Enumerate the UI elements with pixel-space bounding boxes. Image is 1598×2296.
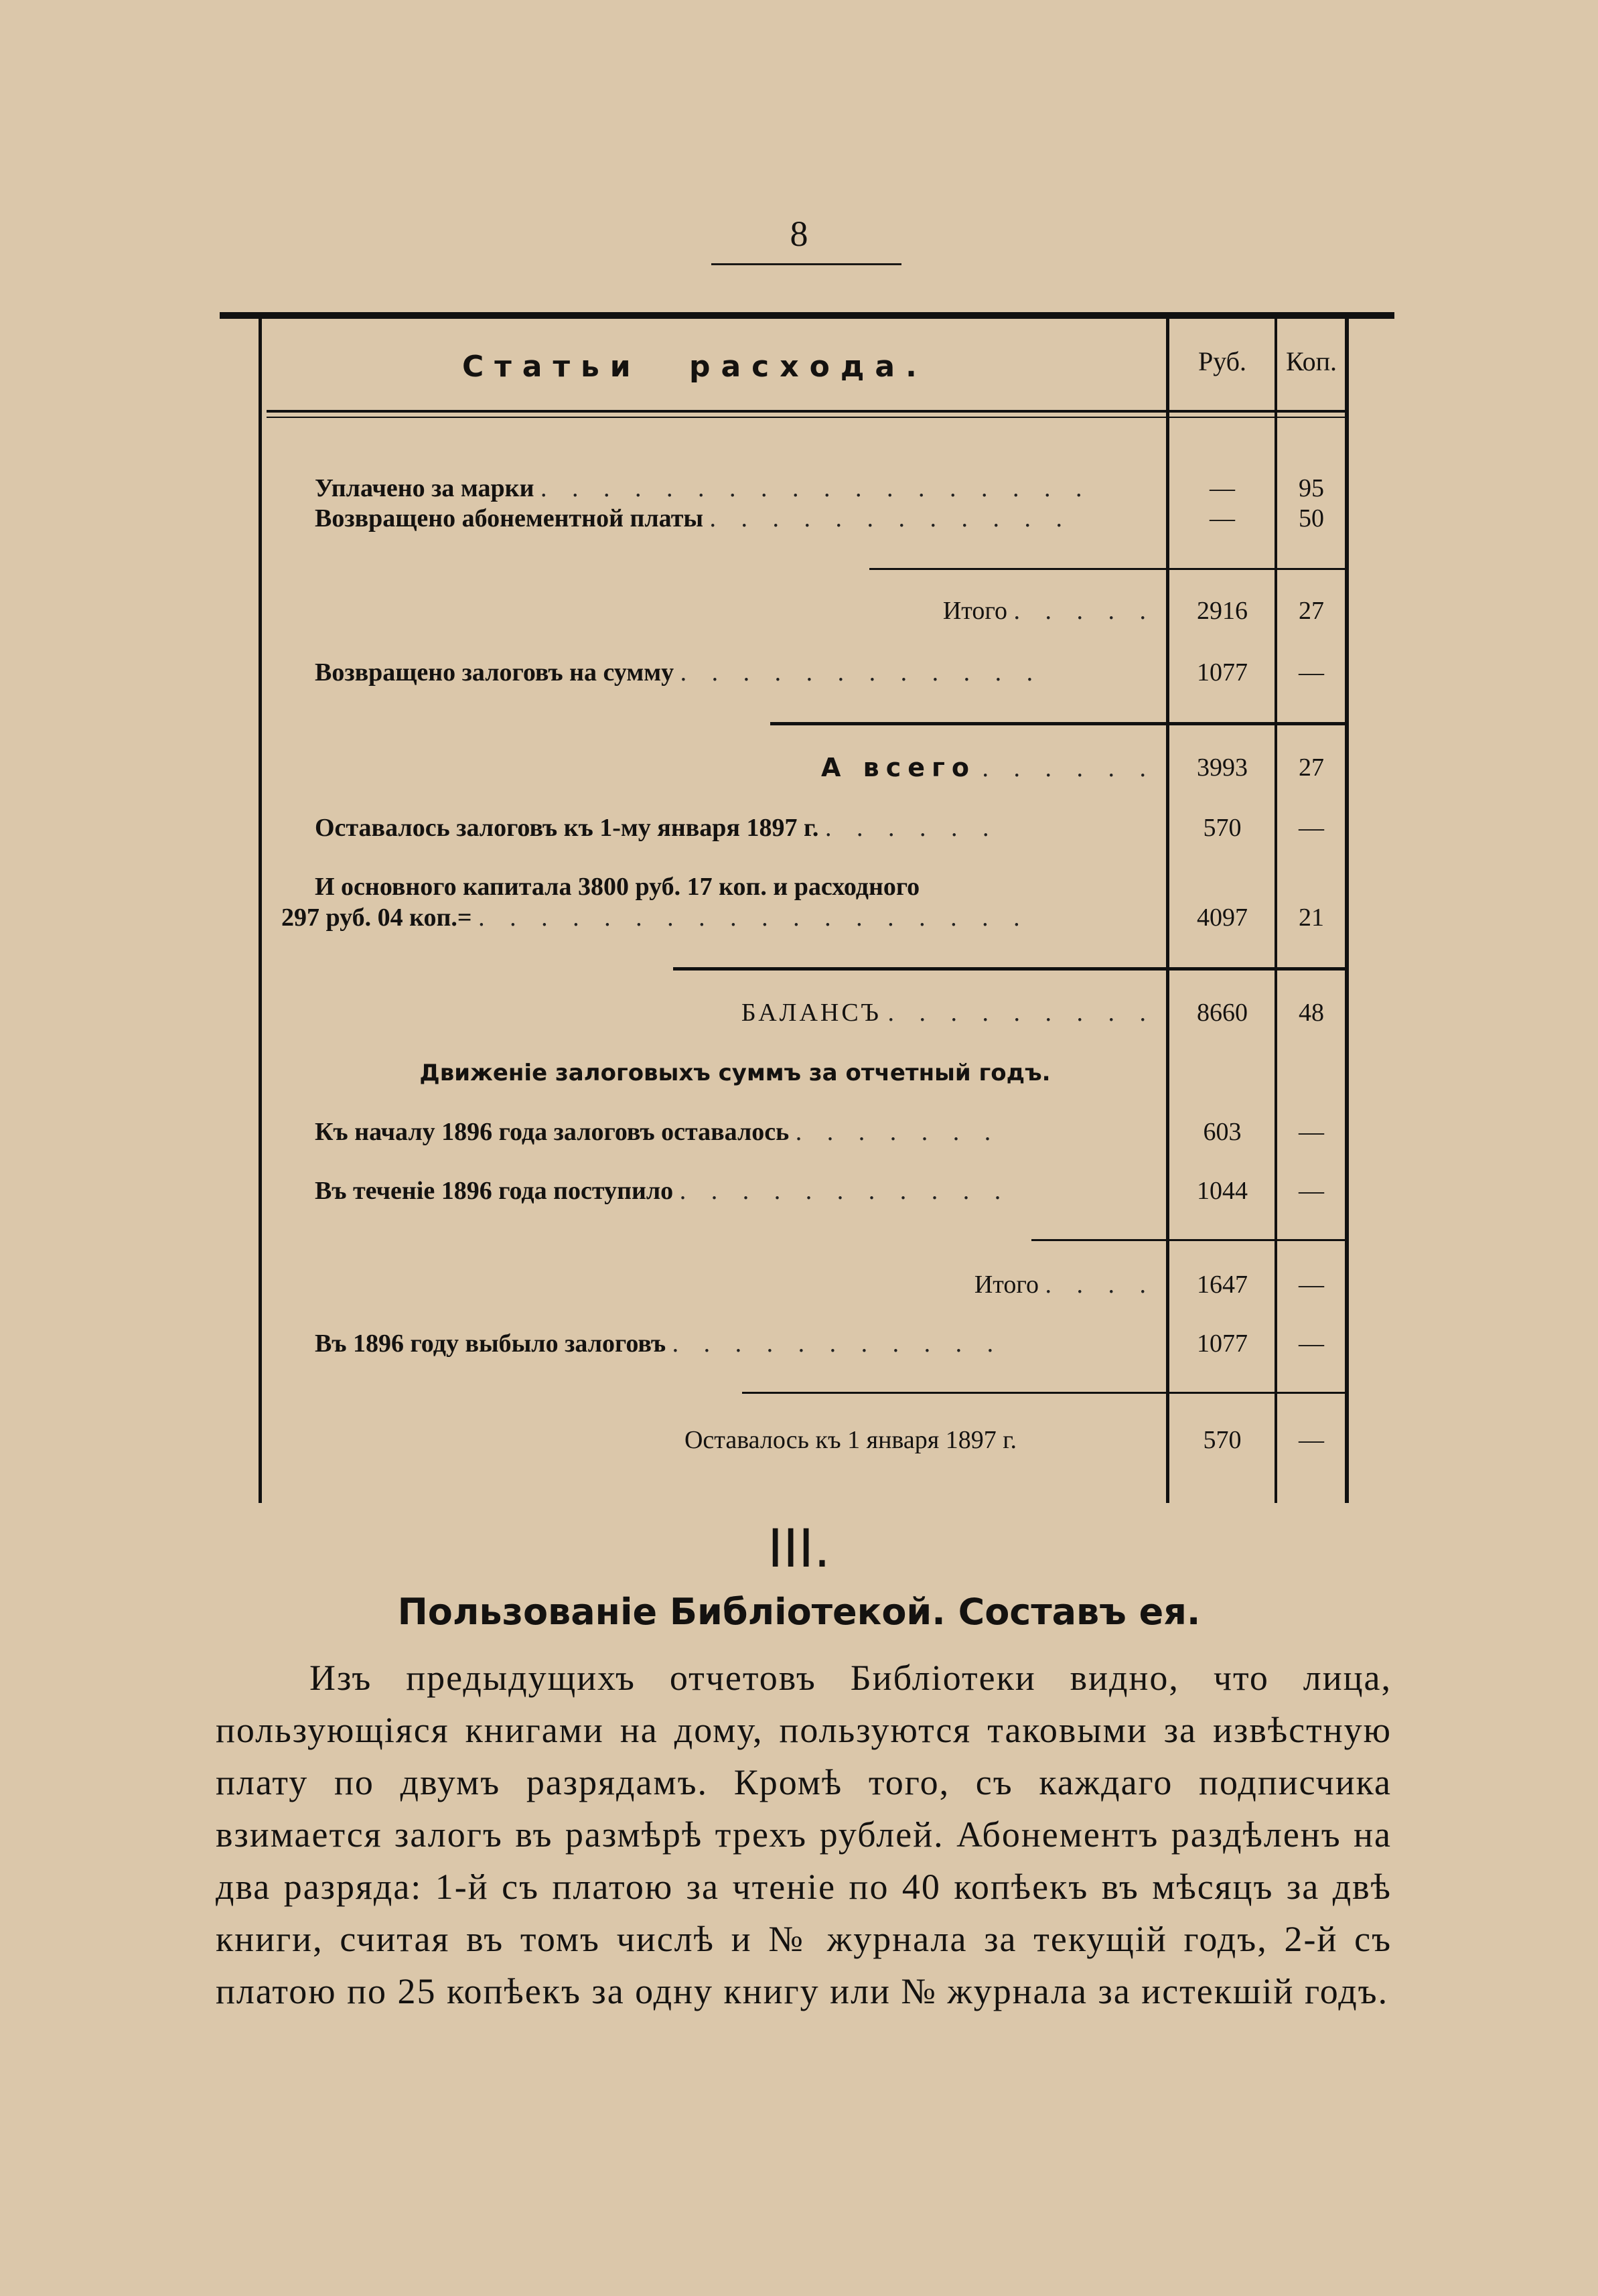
cell-kop: 95 — [1299, 474, 1324, 502]
row-label: Уплачено за марки — [315, 474, 534, 502]
row-label: И основного капитала 3800 руб. 17 коп. и расходного — [315, 873, 920, 901]
row-marki — [315, 474, 1155, 503]
cell-rub: — — [1210, 504, 1235, 532]
row-label: Оставалось залоговъ къ 1-му января 1897 г. — [315, 814, 819, 842]
table-header-kop: Коп. — [1285, 346, 1337, 376]
table-header-rub: Руб. — [1197, 346, 1247, 376]
cell-rub: 3993 — [1197, 754, 1248, 782]
cell-rub: 8660 — [1197, 999, 1248, 1027]
row-itogo-1 — [315, 596, 1155, 626]
cell-kop: — — [1299, 1330, 1324, 1358]
chapter-numeral: III. — [768, 1519, 830, 1579]
row-dots: . . . . . . . — [795, 1118, 1001, 1146]
row-left — [315, 1329, 1155, 1358]
row-dots: . . . . . . . . . . . — [672, 1330, 1003, 1358]
row-dots: . . . . . . . . . . . . . . . . . . — [540, 474, 1092, 502]
row-start — [315, 1117, 1155, 1147]
cell-kop: 50 — [1299, 504, 1324, 532]
row-capital-line-2 — [281, 903, 1155, 932]
row-dots: . . . . — [1045, 1271, 1155, 1299]
header-bottom-rule-2 — [267, 417, 1346, 418]
cell-rub: 570 — [1203, 1426, 1242, 1454]
page-number-rule — [711, 263, 901, 265]
row-label: Итого — [942, 597, 1007, 625]
cell-rub: 1647 — [1197, 1271, 1248, 1299]
cell-rub: 2916 — [1197, 597, 1248, 625]
cell-kop: — — [1299, 814, 1324, 842]
cell-kop: 27 — [1299, 597, 1324, 625]
cell-kop: — — [1299, 1271, 1324, 1299]
row-dots: . . . . . — [1013, 597, 1155, 625]
row-dots: . . . . . . . . . — [887, 999, 1155, 1027]
row-balans — [315, 998, 1155, 1027]
row-label: Оставалось къ 1 января 1897 г. — [684, 1426, 1017, 1454]
cell-kop: 21 — [1299, 904, 1324, 932]
row-dots: . . . . . . — [824, 814, 999, 842]
cell-rub: 1077 — [1197, 1330, 1248, 1358]
remain-rule — [742, 1392, 1346, 1394]
row-dots: . . . . . . . . . . . . — [680, 658, 1043, 687]
row-label: Итого — [974, 1271, 1039, 1299]
row-dots: . . . . . . . . . . . . — [709, 504, 1072, 532]
row-label: БАЛАНСЪ — [741, 999, 881, 1027]
cell-rub: 4097 — [1197, 904, 1248, 932]
page-number: 8 — [790, 214, 808, 254]
cell-kop: — — [1299, 658, 1324, 687]
row-abonement — [315, 504, 1155, 533]
table-top-rule — [220, 312, 1394, 319]
cell-rub: 1077 — [1197, 658, 1248, 687]
cell-rub: 1044 — [1197, 1177, 1248, 1205]
chapter-paragraph — [216, 1652, 1392, 2017]
row-remain — [549, 1425, 1152, 1455]
total-rule — [770, 722, 1346, 725]
row-label: А всего — [821, 753, 976, 782]
paragraph-text: Изъ предыдущихъ отчетовъ Библіотеки видно, что лица, пользующіяся книгами на дому, пользуются таковыми за извѣстную плату по двумъ разрядамъ. Кромѣ того, съ каждаго подписчика взимается залогъ въ размѣрѣ трехъ рублей. Абонементъ раздѣленъ на два разряда: 1-й съ платою за чтеніе по 40 копѣекъ въ мѣсяцъ за двѣ книги, считая въ томъ числѣ и № журнала за текущій годъ, 2-й съ платою по 25 копѣекъ за одну книгу или № журнала за истекшій годъ. — [216, 1658, 1392, 2011]
cell-kop: — — [1299, 1118, 1324, 1146]
balance-rule — [673, 967, 1346, 971]
row-label: Возвращено абонементной платы — [315, 504, 704, 532]
row-vsego — [315, 753, 1155, 783]
itogo-2-rule — [1031, 1239, 1346, 1241]
subtotal-rule — [869, 568, 1346, 570]
movement-heading: Движеніе залоговыхъ суммъ за отчетный годъ. — [419, 1060, 1051, 1086]
table-header-title: Статьи расхода. — [462, 350, 928, 384]
row-label: Къ началу 1896 года залоговъ оставалось — [315, 1118, 790, 1146]
cell-rub: 570 — [1203, 814, 1242, 842]
cell-kop: 48 — [1299, 999, 1324, 1027]
cell-rub: — — [1210, 474, 1235, 502]
row-label: Возвращено залоговъ на сумму — [315, 658, 674, 687]
chapter-title: Пользованіе Библіотекой. Составъ ея. — [397, 1591, 1201, 1633]
cell-kop: — — [1299, 1177, 1324, 1205]
row-received — [315, 1176, 1155, 1206]
row-zalog-returned — [315, 658, 1155, 687]
cell-rub: 603 — [1203, 1118, 1242, 1146]
row-dots: . . . . . . . . . . . . . . . . . . — [478, 904, 1029, 932]
row-label: Въ 1896 году выбыло залоговъ — [315, 1330, 666, 1358]
table-left-border — [259, 319, 262, 1503]
row-dots: . . . . . . . . . . . — [679, 1177, 1011, 1205]
row-dots: . . . . . . — [982, 754, 1155, 782]
cell-kop: 27 — [1299, 754, 1324, 782]
header-bottom-rule — [267, 410, 1346, 413]
row-capital-line-1 — [315, 872, 1155, 902]
row-label: 297 руб. 04 коп.= — [281, 904, 472, 932]
row-label: Въ теченіе 1896 года поступило — [315, 1177, 674, 1205]
row-itogo-2 — [315, 1270, 1155, 1299]
cell-kop: — — [1299, 1426, 1324, 1454]
row-ostatok — [315, 813, 1155, 843]
